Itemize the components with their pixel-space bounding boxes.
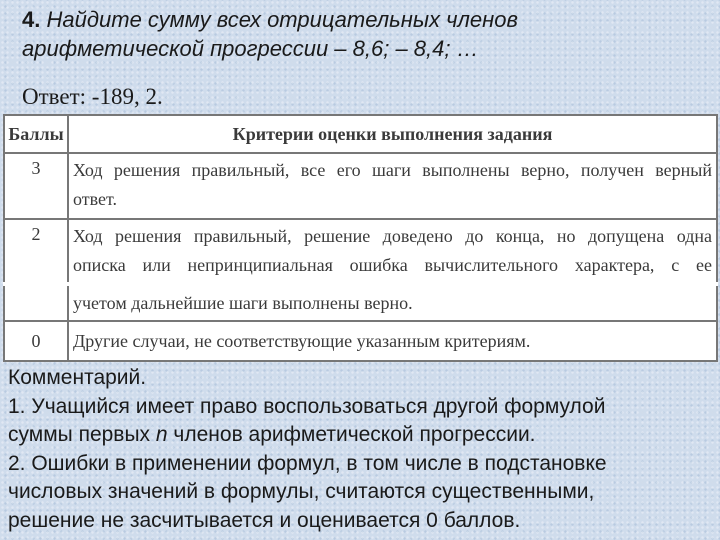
- comment-line: 1. Учащийся имеет право воспользоваться другой формулой: [8, 394, 606, 418]
- comment-text: членов арифметической прогрессии.: [167, 423, 536, 446]
- criteria-line: Ход решения правильный, решение доведено до конца, но допущена одна: [73, 226, 712, 246]
- task-text-line-1: Найдите сумму всех отрицательных членов: [46, 7, 518, 32]
- comment-line: 2. Ошибки в применении формул, в том числе в подстановке: [8, 451, 607, 475]
- comment-text: суммы первых: [8, 423, 156, 446]
- comment-line: [8, 421, 713, 450]
- comment-line: решение не засчитывается и оценивается 0 баллов.: [8, 508, 521, 532]
- criteria-table: [3, 114, 718, 362]
- task-number: 4.: [22, 7, 41, 32]
- criteria-column-header: Критерии оценки выполнения задания: [69, 116, 718, 152]
- criteria-line: ответ.: [73, 189, 118, 209]
- table-row: [3, 322, 718, 362]
- answer-text: Ответ: -189, 2.: [22, 84, 163, 109]
- comment-line: числовых значений в формулы, считаются существенными,: [8, 480, 595, 503]
- task-text-line-2: арифметической прогрессии – 8,6; – 8,4; …: [22, 36, 479, 61]
- criteria-line: учетом дальнейшие шаги выполнены верно.: [69, 286, 718, 320]
- comment-block: [8, 364, 713, 535]
- criteria-line: Другие случаи, не соответствующие указанным критериям.: [69, 322, 718, 360]
- table-header-row: [3, 114, 718, 154]
- criteria-line: Ход решения правильный, все его шаги выполнены верно, получен верный: [73, 160, 712, 180]
- criteria-cell: [69, 154, 718, 218]
- table-row-continuation: [3, 286, 718, 322]
- score-cell: 3: [3, 154, 69, 218]
- table-row: [3, 220, 718, 282]
- table-row: [3, 154, 718, 220]
- score-cell: 0: [3, 322, 69, 360]
- task-line-1: [22, 5, 712, 34]
- task-statement: [22, 5, 712, 63]
- criteria-cell: [69, 220, 718, 282]
- comment-title: Комментарий.: [8, 366, 147, 389]
- score-column-header: Баллы: [3, 116, 69, 152]
- score-cell: 2: [3, 220, 69, 282]
- score-cell-empty: [3, 286, 69, 320]
- variable-n: n: [155, 423, 168, 446]
- criteria-line: описка или непринципиальная ошибка вычислительного характера, с ее: [73, 255, 712, 275]
